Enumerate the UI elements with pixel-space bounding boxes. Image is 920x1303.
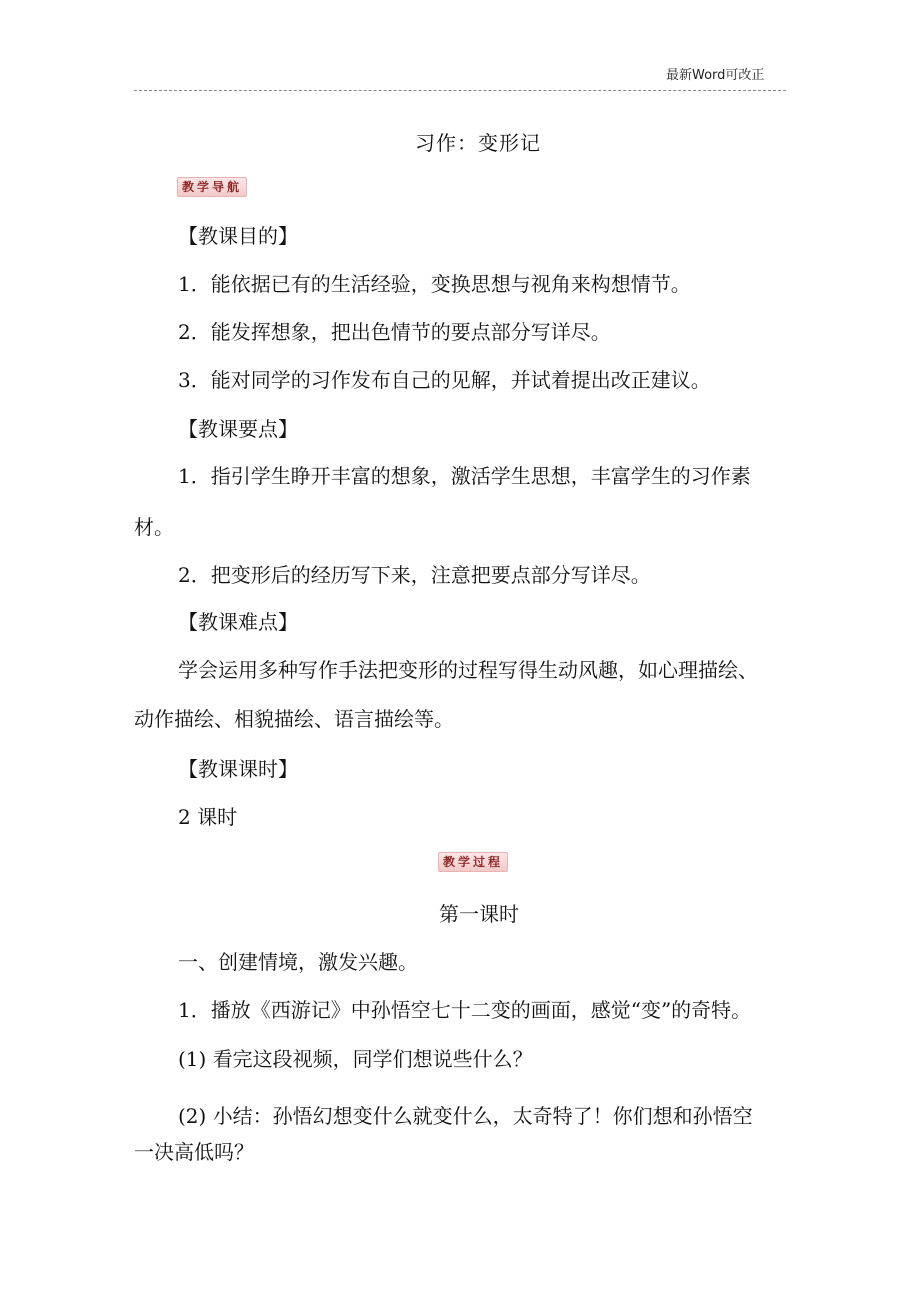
goal-item-2: 2．能发挥想象，把出色情节的要点部分写详尽。 bbox=[178, 320, 611, 344]
badge-teaching-nav: 教学导航 bbox=[177, 177, 247, 197]
lesson-sub-1: (1) 看完这段视频，同学们想说些什么？ bbox=[178, 1047, 533, 1071]
page-title: 习作：变形记 bbox=[415, 131, 541, 155]
hours-value: 2 课时 bbox=[178, 805, 238, 829]
difficulty-heading: 【教课难点】 bbox=[178, 610, 298, 634]
key-item-2: 2．把变形后的经历写下来，注意把要点部分写详尽。 bbox=[178, 563, 651, 587]
difficulty-line-1: 学会运用多种写作手法把变形的过程写得生动风趣，如心理描绘、 bbox=[178, 658, 758, 682]
lesson-item-1: 1．播放《西游记》中孙悟空七十二变的画面，感觉“变”的奇特。 bbox=[178, 998, 752, 1022]
key-item-1-line-1: 1．指引学生睁开丰富的想象，激活学生思想，丰富学生的习作素 bbox=[178, 464, 751, 488]
goal-item-1: 1．能依据已有的生活经验，变换思想与视角来构想情节。 bbox=[178, 272, 691, 296]
lesson-step-1: 一、创建情境，激发兴趣。 bbox=[178, 950, 418, 974]
header-text: 最新Word可改正 bbox=[666, 68, 765, 83]
badge-teaching-process: 教学过程 bbox=[438, 852, 508, 872]
lesson-heading: 第一课时 bbox=[439, 902, 519, 926]
lesson-sub-2-line-2: 一决高低吗？ bbox=[134, 1140, 254, 1164]
goal-item-3: 3．能对同学的习作发布自己的见解，并试着提出改正建议。 bbox=[178, 368, 711, 392]
hours-heading: 【教课课时】 bbox=[178, 757, 298, 781]
lesson-sub-2-line-1: (2) 小结：孙悟幻想变什么就变什么，太奇特了！你们想和孙悟空 bbox=[178, 1104, 753, 1128]
key-item-1-line-2: 材。 bbox=[134, 515, 174, 539]
key-heading: 【教课要点】 bbox=[178, 417, 298, 441]
difficulty-line-2: 动作描绘、相貌描绘、语言描绘等。 bbox=[134, 707, 454, 731]
goal-heading: 【教课目的】 bbox=[178, 224, 298, 248]
header-divider bbox=[134, 90, 786, 91]
